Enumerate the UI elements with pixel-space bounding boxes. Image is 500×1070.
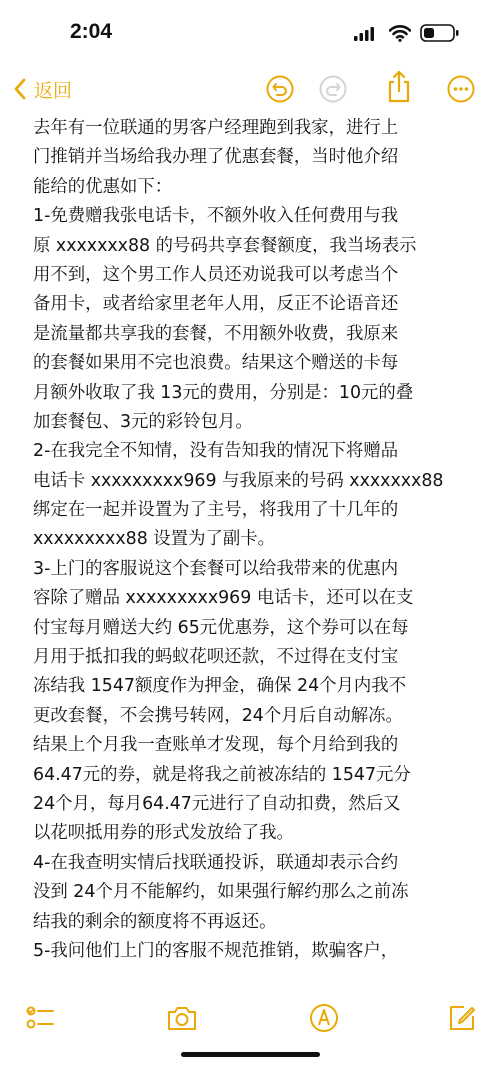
camera-icon[interactable] [166, 1002, 198, 1034]
note-line: 绑定在一起并设置为了主号，将我用了十几年的 [33, 500, 399, 521]
cellular-signal-icon [354, 27, 374, 41]
note-line: 去年有一位联通的男客户经理跑到我家，进行上 [33, 118, 399, 138]
note-line: 没到 24个月不能解约，如果强行解约那么之前冻 [33, 882, 409, 903]
note-line: 3-上门的客服说这个套餐可以给我带来的优惠内 [33, 558, 399, 579]
note-line: 结果上个月我一查账单才发现，每个月给到我的 [33, 735, 399, 756]
note-line: 4-在我查明实情后找联通投诉，联通却表示合约 [33, 852, 399, 873]
note-line: 更改套餐，不会携号转网，24个月后自动解冻。 [33, 705, 403, 726]
bottom-toolbar [0, 994, 500, 1044]
undo-icon[interactable] [265, 74, 295, 104]
chevron-left-icon [12, 77, 28, 101]
markup-icon[interactable] [308, 1002, 340, 1034]
note-line: 是流量都共享我的套餐，不用额外收费，我原来 [33, 323, 399, 344]
note-line: 64.47元的券，就是将我之前被冻结的 1547元分 [33, 764, 411, 785]
note-line: 月用于抵扣我的蚂蚁花呗还款，不过得在支付宝 [33, 647, 399, 668]
wifi-icon [389, 24, 411, 42]
note-line: 月额外收取了我 13元的费用，分别是：10元的叠 [33, 382, 414, 403]
note-line: 的套餐如果用不完也浪费。结果这个赠送的卡每 [33, 353, 399, 374]
note-line: 原 xxxxxxx88 的号码共享套餐额度，我当场表示 [33, 235, 417, 256]
note-line: 冻结我 1547额度作为押金，确保 24个月内我不 [33, 676, 407, 697]
redo-icon[interactable] [318, 74, 348, 104]
compose-icon[interactable] [446, 1002, 478, 1034]
note-line: 备用卡，或者给家里老年人用，反正不论语音还 [33, 294, 399, 315]
note-line: 以花呗抵用券的形式发放给了我。 [33, 823, 294, 844]
note-line: 付宝每月赠送大约 65元优惠券，这个券可以在每 [33, 617, 409, 638]
checklist-icon[interactable] [24, 1002, 56, 1034]
note-line: 24个月，每月64.47元进行了自动扣费，然后又 [33, 793, 401, 814]
note-body[interactable] [33, 114, 473, 966]
back-button[interactable] [12, 72, 72, 106]
note-line: xxxxxxxxx88 设置为了副卡。 [33, 529, 276, 550]
status-bar [0, 0, 500, 60]
back-label: 返回 [34, 79, 73, 102]
note-line: 1-免费赠我张电话卡，不额外收入任何费用与我 [33, 206, 399, 227]
note-line: 加套餐包、3元的彩铃包月。 [33, 411, 253, 432]
note-line: 电话卡 xxxxxxxxx969 与我原来的号码 xxxxxxx88 [33, 470, 444, 491]
home-indicator [181, 1052, 320, 1057]
note-line: 结我的剩余的额度将不再返还。 [33, 911, 277, 932]
note-line: 门推销并当场给我办理了优惠套餐，当时他介绍 [33, 147, 399, 168]
note-line: 用不到，这个男工作人员还劝说我可以考虑当个 [33, 264, 399, 285]
nav-bar [0, 66, 500, 112]
note-line: 2-在我完全不知情，没有告知我的情况下将赠品 [33, 441, 399, 462]
share-icon[interactable] [384, 70, 414, 104]
note-line: 能给的优惠如下： [33, 176, 173, 197]
status-time: 2:04 [70, 20, 113, 43]
note-line: 容除了赠品 xxxxxxxxx969 电话卡，还可以在支 [33, 588, 414, 609]
battery-icon [420, 24, 460, 42]
note-line: 5-我问他们上门的客服不规范推销，欺骗客户， [33, 940, 399, 961]
more-icon[interactable] [446, 74, 476, 104]
